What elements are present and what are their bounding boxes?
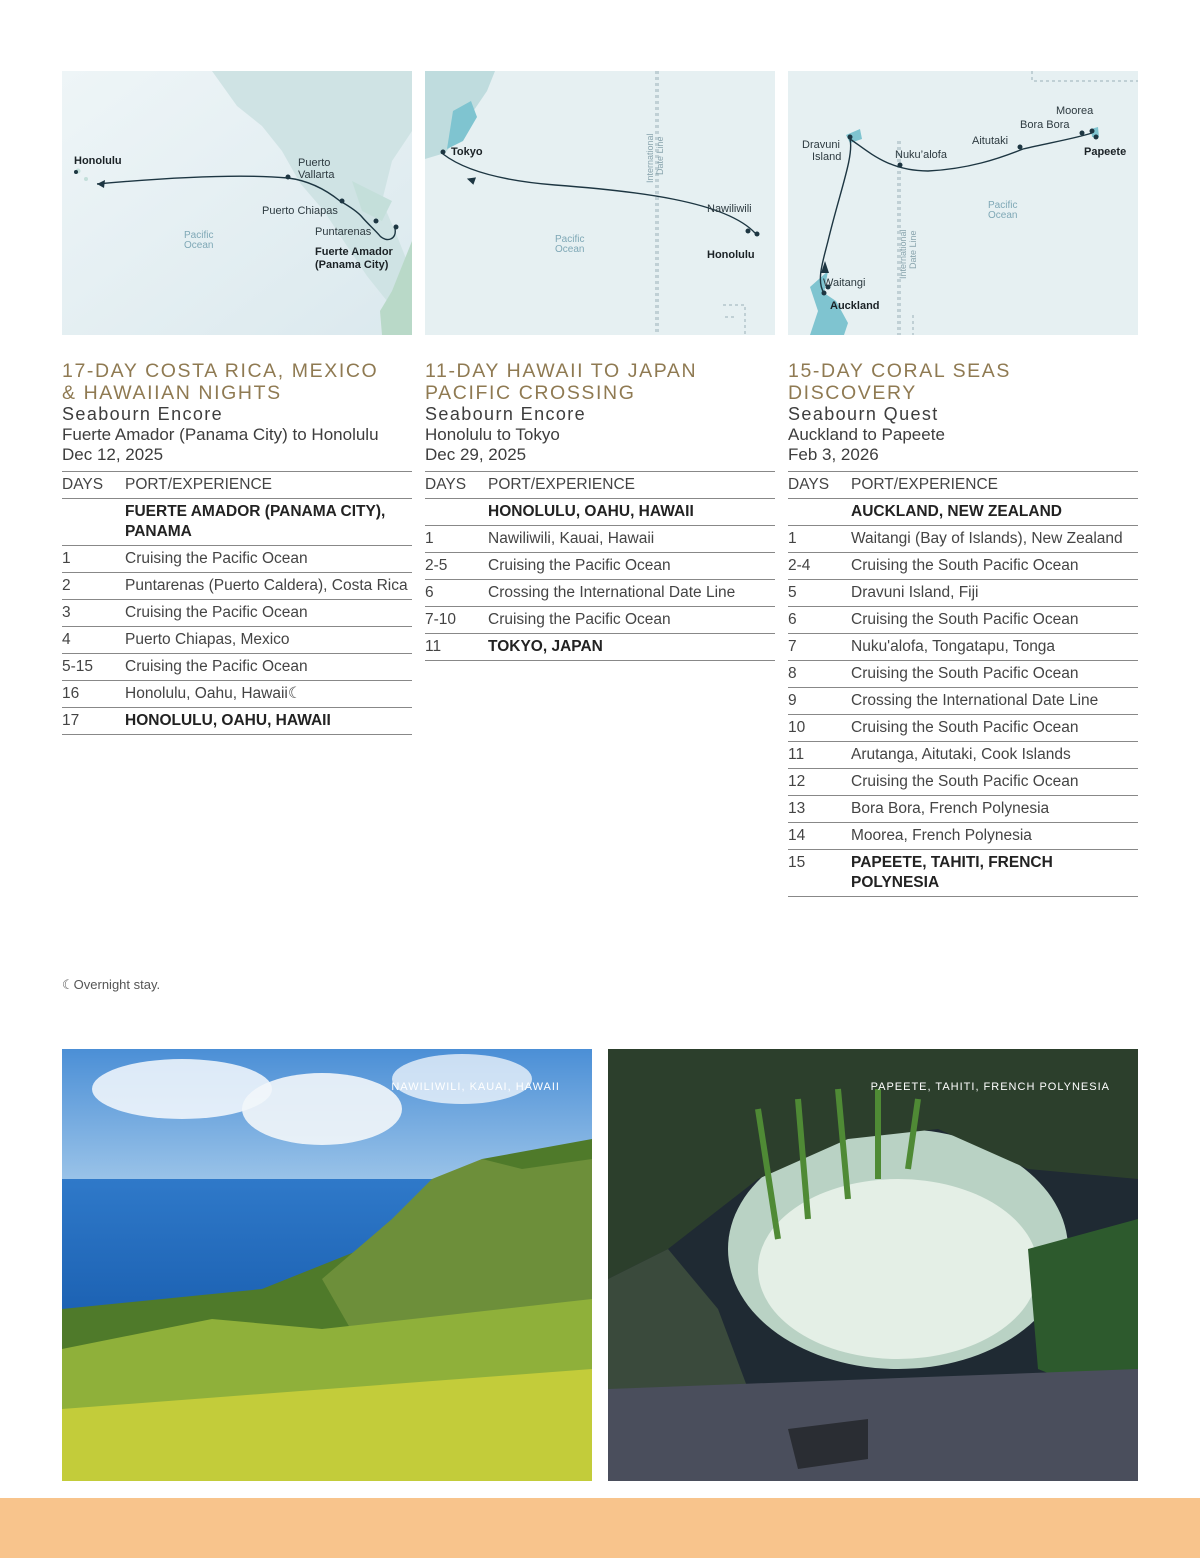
svg-text:International: International — [898, 229, 908, 279]
port-cell: Nawiliwili, Kauai, Hawaii — [488, 526, 775, 553]
table-row — [788, 526, 1138, 553]
table-row — [425, 499, 775, 526]
table-row — [62, 499, 412, 546]
sail-date: Dec 29, 2025 — [425, 445, 527, 464]
ship-name: Seabourn Encore — [62, 404, 224, 424]
col-port-header: PORT/EXPERIENCE — [851, 472, 1138, 499]
svg-text:Bora Bora: Bora Bora — [1020, 119, 1070, 131]
col-days-header: DAYS — [62, 472, 125, 499]
port-cell: AUCKLAND, NEW ZEALAND — [851, 499, 1138, 526]
port-cell: Cruising the South Pacific Ocean — [851, 661, 1138, 688]
table-row — [788, 850, 1138, 897]
svg-text:International: International — [645, 133, 655, 183]
landscape-image — [62, 1049, 592, 1481]
col-port-header: PORT/EXPERIENCE — [125, 472, 412, 499]
day-cell: 13 — [788, 796, 851, 823]
table-row — [425, 607, 775, 634]
port-cell: Puntarenas (Puerto Caldera), Costa Rica — [125, 573, 412, 600]
table-row — [425, 526, 775, 553]
route-text: Honolulu to Tokyo — [425, 425, 560, 444]
port-cell: TOKYO, JAPAN — [488, 634, 775, 661]
cave-image — [608, 1049, 1138, 1481]
table-row — [788, 553, 1138, 580]
footer-band — [0, 1498, 1200, 1558]
port-cell: HONOLULU, OAHU, HAWAII — [125, 708, 412, 735]
port-cell: Cruising the Pacific Ocean — [125, 546, 412, 573]
overnight-footnote: ☾Overnight stay. — [62, 977, 161, 992]
col-port-header: PORT/EXPERIENCE — [488, 472, 775, 499]
port-cell: Dravuni Island, Fiji — [851, 580, 1138, 607]
day-cell: 17 — [62, 708, 125, 735]
day-cell — [62, 499, 125, 546]
port-cell: Cruising the Pacific Ocean — [125, 600, 412, 627]
svg-text:Aitutaki: Aitutaki — [972, 135, 1009, 147]
day-cell: 5 — [788, 580, 851, 607]
table-row — [425, 580, 775, 607]
route-map-costa-rica — [62, 71, 412, 335]
sail-date: Dec 12, 2025 — [62, 445, 164, 464]
svg-text:Tokyo: Tokyo — [451, 146, 483, 158]
svg-text:Moorea: Moorea — [1056, 105, 1094, 117]
day-cell: 15 — [788, 850, 851, 897]
svg-text:Papeete: Papeete — [1084, 146, 1127, 158]
day-cell: 10 — [788, 715, 851, 742]
port-cell: Cruising the South Pacific Ocean — [851, 553, 1138, 580]
port-cell: Cruising the South Pacific Ocean — [851, 715, 1138, 742]
table-row — [788, 499, 1138, 526]
cruise-title-line2: & HAWAIIAN NIGHTS — [62, 382, 282, 404]
svg-text:Honolulu: Honolulu — [74, 155, 122, 167]
svg-text:Ocean: Ocean — [988, 210, 1018, 221]
svg-text:Date Line: Date Line — [655, 136, 665, 175]
table-row — [425, 553, 775, 580]
day-cell: 14 — [788, 823, 851, 850]
day-cell: 1 — [62, 546, 125, 573]
day-cell: 2-4 — [788, 553, 851, 580]
port-cell: Cruising the Pacific Ocean — [488, 553, 775, 580]
day-cell: 6 — [425, 580, 488, 607]
ship-name: Seabourn Encore — [425, 404, 587, 424]
svg-text:Fuerte Amador: Fuerte Amador — [315, 246, 393, 258]
table-row — [788, 607, 1138, 634]
cruise-title-line2: PACIFIC CROSSING — [425, 382, 636, 404]
day-cell: 16 — [62, 681, 125, 708]
day-cell: 4 — [62, 627, 125, 654]
table-row — [788, 634, 1138, 661]
day-cell: 9 — [788, 688, 851, 715]
table-row — [62, 708, 412, 735]
day-cell: 11 — [788, 742, 851, 769]
table-header-row — [62, 472, 412, 499]
svg-text:Island: Island — [812, 151, 842, 163]
port-cell: HONOLULU, OAHU, HAWAII — [488, 499, 775, 526]
cruise-title-line1: 11-DAY HAWAII TO JAPAN — [425, 360, 698, 382]
route-map-coral-seas — [788, 71, 1138, 335]
cruise-column-1 — [62, 360, 412, 735]
map-graphic — [425, 71, 775, 335]
svg-text:Nuku’alofa: Nuku’alofa — [895, 149, 947, 161]
table-row — [425, 634, 775, 661]
ship-name: Seabourn Quest — [788, 404, 939, 424]
table-row — [788, 715, 1138, 742]
day-cell: 1 — [788, 526, 851, 553]
route-map-hawaii-japan — [425, 71, 775, 335]
port-cell: Cruising the South Pacific Ocean — [851, 607, 1138, 634]
day-cell: 3 — [62, 600, 125, 627]
cruise-column-2 — [425, 360, 775, 661]
table-row — [62, 600, 412, 627]
photo-caption: PAPEETE, TAHITI, FRENCH POLYNESIA — [870, 1081, 1110, 1093]
day-cell: 6 — [788, 607, 851, 634]
map-graphic — [788, 71, 1138, 335]
cruise-title-line1: 17-DAY COSTA RICA, MEXICO — [62, 360, 379, 382]
svg-text:Vallarta: Vallarta — [298, 169, 335, 181]
svg-text:Pacific: Pacific — [184, 230, 214, 241]
table-row — [788, 580, 1138, 607]
table-row — [62, 654, 412, 681]
photo-kauai — [62, 1049, 592, 1481]
table-row — [788, 688, 1138, 715]
svg-text:Dravuni: Dravuni — [802, 139, 840, 151]
day-cell: 2-5 — [425, 553, 488, 580]
port-cell: Honolulu, Oahu, Hawaii☾ — [125, 681, 412, 708]
svg-text:Ocean: Ocean — [555, 244, 585, 255]
svg-text:Auckland: Auckland — [830, 300, 880, 312]
day-cell: 1 — [425, 526, 488, 553]
table-header-row — [425, 472, 775, 499]
table-header-row — [788, 472, 1138, 499]
day-cell: 12 — [788, 769, 851, 796]
table-row — [62, 546, 412, 573]
port-cell: Arutanga, Aitutaki, Cook Islands — [851, 742, 1138, 769]
svg-text:Pacific: Pacific — [988, 200, 1018, 211]
itinerary-table — [425, 471, 775, 661]
cruise-column-3 — [788, 360, 1138, 897]
svg-text:Honolulu: Honolulu — [707, 249, 755, 261]
photo-caption: NAWILIWILI, KAUAI, HAWAII — [391, 1081, 560, 1093]
table-row — [62, 627, 412, 654]
day-cell: 7-10 — [425, 607, 488, 634]
table-row — [62, 573, 412, 600]
table-row — [788, 769, 1138, 796]
day-cell: 7 — [788, 634, 851, 661]
svg-text:Date Line: Date Line — [908, 230, 918, 269]
svg-text:(Panama City): (Panama City) — [315, 259, 389, 271]
day-cell — [425, 499, 488, 526]
port-cell: Cruising the Pacific Ocean — [488, 607, 775, 634]
day-cell: 8 — [788, 661, 851, 688]
day-cell: 5-15 — [62, 654, 125, 681]
port-cell: Bora Bora, French Polynesia — [851, 796, 1138, 823]
day-cell: 2 — [62, 573, 125, 600]
port-cell: FUERTE AMADOR (PANAMA CITY), PANAMA — [125, 499, 412, 546]
svg-text:Nawiliwili: Nawiliwili — [707, 203, 752, 215]
svg-text:Puerto: Puerto — [298, 157, 331, 169]
day-cell — [788, 499, 851, 526]
table-row — [788, 742, 1138, 769]
port-cell: Cruising the Pacific Ocean — [125, 654, 412, 681]
port-cell: PAPEETE, TAHITI, FRENCH POLYNESIA — [851, 850, 1138, 897]
table-row — [788, 823, 1138, 850]
route-text: Auckland to Papeete — [788, 425, 945, 444]
port-cell: Crossing the International Date Line — [851, 688, 1138, 715]
port-cell: Moorea, French Polynesia — [851, 823, 1138, 850]
svg-text:Waitangi: Waitangi — [823, 277, 866, 289]
col-days-header: DAYS — [788, 472, 851, 499]
port-cell: Nuku'alofa, Tongatapu, Tonga — [851, 634, 1138, 661]
port-cell: Crossing the International Date Line — [488, 580, 775, 607]
table-row — [62, 681, 412, 708]
svg-text:Puerto Chiapas: Puerto Chiapas — [262, 205, 338, 217]
itinerary-table — [788, 471, 1138, 897]
col-days-header: DAYS — [425, 472, 488, 499]
day-cell: 11 — [425, 634, 488, 661]
map-graphic — [62, 71, 412, 335]
table-row — [788, 796, 1138, 823]
cruise-title-line1: 15-DAY CORAL SEAS DISCOVERY — [788, 360, 1011, 404]
itinerary-table — [62, 471, 412, 735]
photo-tahiti-cave — [608, 1049, 1138, 1481]
sail-date: Feb 3, 2026 — [788, 445, 879, 464]
port-cell: Puerto Chiapas, Mexico — [125, 627, 412, 654]
port-cell: Cruising the South Pacific Ocean — [851, 769, 1138, 796]
svg-text:Puntarenas: Puntarenas — [315, 226, 372, 238]
table-row — [788, 661, 1138, 688]
svg-text:Pacific: Pacific — [555, 234, 585, 245]
port-cell: Waitangi (Bay of Islands), New Zealand — [851, 526, 1138, 553]
route-text: Fuerte Amador (Panama City) to Honolulu — [62, 425, 379, 444]
svg-text:Ocean: Ocean — [184, 240, 214, 251]
